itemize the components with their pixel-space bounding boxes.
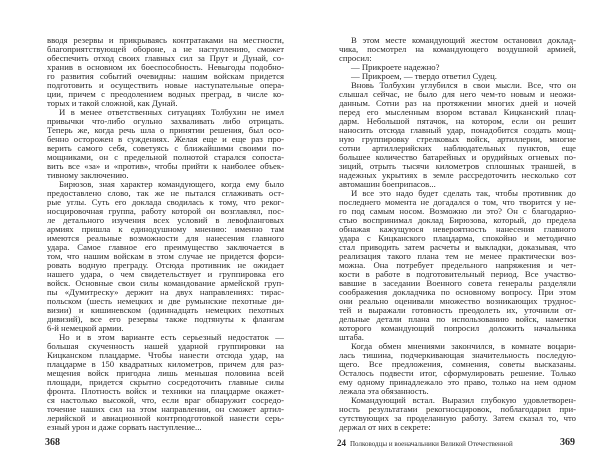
signature-number: 24 — [337, 438, 346, 448]
text-line: мещения войск пригодна лишь меньшая половина всей — [47, 369, 284, 378]
paragraph — [339, 396, 576, 432]
text-line: мощниками, он с предельной полнотой старался сопоста- — [47, 153, 284, 162]
text-line: штаба. — [339, 333, 364, 342]
text-line: автомашин боеприпасов... — [339, 180, 436, 189]
text-line: плацдарме в 150 квадратных километров, причем для раз- — [47, 360, 284, 369]
text-line: кости в работе в подготовительный период. Все участво- — [339, 270, 576, 279]
paragraph — [339, 63, 576, 72]
text-line: го под самым носом. Возможно ли это? Он с благодарно- — [339, 207, 576, 216]
text-line: лерийской и авиационной контрподготовкой нанести серь- — [47, 414, 284, 423]
text-line: ле детального изучения всех условий в левофланговых — [47, 216, 284, 225]
text-line: площади, придется скрытно сосредоточить главные силы — [47, 378, 284, 387]
text-line: ему одному принадлежало это право, только на нем одном — [339, 378, 576, 387]
text-line: лась тишина, подчеркивающая значительность последую- — [339, 351, 576, 360]
text-line: имеются реальные возможности для нанесения главного — [47, 234, 284, 243]
text-line: вавшие в заседании Военного совета генералы разделяли — [339, 279, 576, 288]
text-line: спросил: — [339, 54, 372, 63]
text-line: езный урон и даже сорвать наступление... — [47, 423, 202, 432]
text-line: наносить отсюда главный удар, понадобится создать мощ- — [339, 126, 576, 135]
text-line: слышал сейчас, не было для него чем-то новым и неожи- — [339, 90, 576, 99]
text-line: можна. Она потребует предельного напряжения и чет- — [339, 261, 576, 270]
text-line: тей и выражали готовность преодолеть их, уточнили от- — [339, 306, 576, 315]
signature-line — [337, 438, 513, 449]
paragraph — [47, 36, 284, 108]
paragraph — [339, 72, 576, 81]
signature-title: Полководцы и военачальники Великой Отечественной — [350, 440, 513, 448]
text-line: держал от них в секрете: — [339, 423, 431, 432]
text-line: предоставлено слово, так же не пытался сглаживать ост- — [47, 189, 284, 198]
page-number-right: 369 — [560, 437, 575, 448]
text-line: вить все «за» и «против», чтобы прийти к наиболее объек- — [47, 162, 284, 171]
text-line: сутствующих за проделанную работу. Затем сказал то, что — [339, 414, 576, 423]
text-line: перед его мысленным взором вставал Кицканский плац- — [339, 108, 576, 117]
text-line: ции, причем с преодолением водных преград, в числе ко- — [47, 90, 284, 99]
text-line: благоприятствующей обороне, а не наступлению, сможет — [47, 45, 284, 54]
text-line: тивному заключению. — [47, 171, 129, 180]
text-line: вводя резервы и прикрываясь контратаками на местности, — [47, 36, 284, 45]
text-line: ную группировку стрелковых войск, артиллерии, многие — [339, 135, 576, 144]
text-line: зиций, отрыть тысячи километров сплошных траншей, в — [339, 162, 576, 171]
text-line: хранив в основном их боеспособность. Невыгоды подобно- — [47, 63, 284, 72]
text-line: большее количество батарейных и орудийных огневых по- — [339, 153, 576, 162]
right-page-text — [339, 36, 576, 432]
paragraph — [47, 108, 284, 180]
left-page-text — [47, 36, 284, 432]
text-line: армиях пришла к единодушному мнению: именно там — [47, 225, 284, 234]
text-line: том, что нашим войскам в этом случае не придется форси- — [47, 252, 284, 261]
text-line: надежных укрытиях в земле рассредоточить несколько сот — [339, 171, 576, 180]
text-line: войск. Основные свои силы командование армейской груп- — [47, 279, 284, 288]
text-line: носцировочная группа, работу которой он возглавлял, пос- — [47, 207, 284, 216]
text-line: дарм. Небольшой пятачок, на котором, если он решит — [339, 117, 576, 126]
text-line: стью воспринимал доклад Бирюзова, который, до предела — [339, 216, 576, 225]
text-line: щего. Все предложения, сомнения, советы высказаны. — [339, 360, 576, 369]
text-line: удара с Кицканского плацдарма, спокойно и методично — [339, 234, 576, 243]
text-line: реализация такого плана тем не менее практически воз- — [339, 252, 576, 261]
text-line: Командующий встал. Выразил глубокую удовлетворен- — [351, 396, 576, 405]
text-line: они реально оценивали множество возникающих труднос- — [339, 297, 576, 306]
text-line: пы «Думитреску» держит на двух направлениях: тирас- — [47, 288, 284, 297]
text-line: точение наших сил на этом направлении, он сможет артил- — [47, 405, 284, 414]
text-line: Теперь же, когда речь шла о принятии решения, был осо- — [47, 126, 284, 135]
text-line: соображения докладчика по основному вопросу. При этом — [339, 288, 576, 297]
text-line: лежала эта обязанность. — [339, 387, 429, 396]
text-line: ровать водную преграду. Отсюда противник не ожидает — [47, 261, 284, 270]
text-line: нашего удара, о чем свидетельствует и группировка его — [47, 270, 284, 279]
text-line: дивизий), все его резервы также подтянуты к флангам — [47, 315, 284, 324]
text-line: последнего момента не догадался о том, что творится у не- — [339, 198, 576, 207]
text-line: фронта. Плотность войск и техники на плацдарме окажет- — [47, 387, 284, 396]
text-line: ность результатами рекогносцировок, поблагодарил при- — [339, 405, 576, 414]
text-line: торых и такой сложной, как Дунай. — [47, 99, 178, 108]
text-line: подготовить и осуществить новые наступательные опера- — [47, 81, 284, 90]
text-line: ся настолько высокой, что, если враг обнаружит сосредо- — [47, 396, 284, 405]
text-line: Но и в этом варианте есть серьезный недостаток — — [59, 333, 284, 342]
text-line: польском (шесть немецких и две румынские пехотные ди- — [47, 297, 284, 306]
paragraph — [47, 180, 284, 333]
text-line: обнажая кажущуюся невероятность нанесения главного — [339, 225, 576, 234]
text-line: стал приводить затем расчеты и выкладки, доказывая, что — [339, 243, 576, 252]
paragraph — [339, 36, 576, 63]
text-line: привычки что-либо огульно захваливать либо отрицать. — [47, 117, 284, 126]
text-line: рые углы. Суть его доклада сводилась к тому, что реког- — [47, 198, 284, 207]
text-line: верить самого себя, советуясь с ближайшими своими по- — [47, 144, 284, 153]
text-line: сотни артиллерийских наблюдательных пунктов, еще — [339, 144, 576, 153]
text-line: удара. Самое главное его преимущество заключается в — [47, 243, 284, 252]
text-line: чика, посмотрел на командующего воздушной армией, — [339, 45, 576, 54]
text-line: И все это надо будет сделать так, чтобы противник до — [351, 189, 576, 198]
text-line: которого командующий попросил доложить начальника — [339, 324, 576, 333]
text-line: Кицканском плацдарме. Чтобы нанести отсюда удар, на — [47, 351, 284, 360]
text-line: обеспечить отход своих главных сил за Прут и Дунай, со- — [47, 54, 284, 63]
text-line: бенно осторожен в суждениях. Желая еще и еще раз про- — [47, 135, 284, 144]
text-line: И в менее ответственных ситуациях Толбухин не имел — [59, 108, 284, 117]
text-line: Бирюзов, зная характер командующего, когда ему было — [59, 180, 284, 189]
text-line: данным. Сотни раз на протяжении многих дней и ночей — [339, 99, 576, 108]
text-line: дельные детали плана по использованию войск, наметки — [339, 315, 576, 324]
text-line: визии) и кишиневском (одиннадцать немецких пехотных — [47, 306, 284, 315]
text-line: Когда обмен мнениями закончился, в комнате воцари- — [351, 342, 576, 351]
text-line: 6-й немецкой армии. — [47, 324, 124, 333]
paragraph — [47, 333, 284, 432]
page-number-left: 368 — [45, 437, 60, 448]
text-line: большая скученность нашей ударной группировки на — [47, 342, 284, 351]
paragraph — [339, 342, 576, 396]
text-line: — Прикроем, — твердо ответил Судец. — [351, 72, 497, 81]
text-line: Вновь Толбухин углубился в свои мысли. Все, что он — [351, 81, 576, 90]
text-line: — Прикроете надежно? — [351, 63, 440, 72]
text-line: Осталось подвести итог, сформулировать решение. Только — [339, 369, 576, 378]
paragraph — [339, 81, 576, 189]
text-line: В этом месте командующий жестом остановил доклад- — [351, 36, 576, 45]
text-line: го развития событий очевидны: нашим войскам придется — [47, 72, 284, 81]
paragraph — [339, 189, 576, 342]
